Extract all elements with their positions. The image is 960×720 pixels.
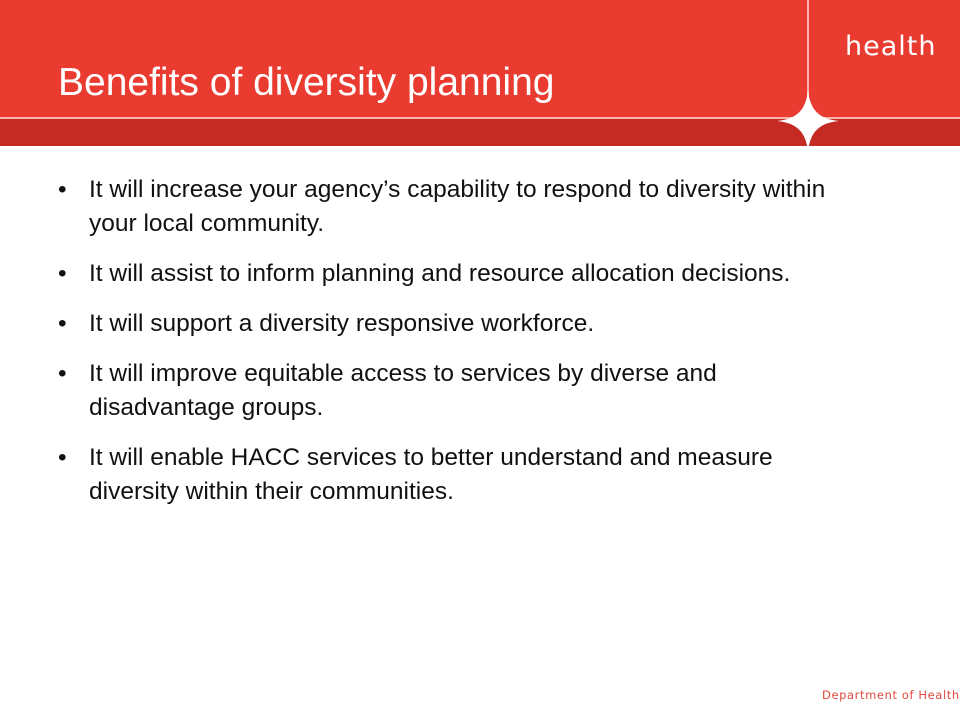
bullet-marker: • <box>58 310 67 337</box>
bullet-marker: • <box>58 176 67 203</box>
bullet-text: It will improve equitable access to services by diverse and disadvantage groups. <box>89 360 717 421</box>
bullet-text: It will enable HACC services to better understand and measure diversity within their communities. <box>89 444 773 505</box>
bullet-item <box>58 357 828 425</box>
bullet-marker: • <box>58 444 67 471</box>
brand-logo-text: health <box>845 31 937 62</box>
bullet-text: It will assist to inform planning and resource allocation decisions. <box>89 260 791 287</box>
bullet-item <box>58 257 828 291</box>
bullet-item <box>58 441 828 509</box>
bullet-text: It will support a diversity responsive workforce. <box>89 310 595 337</box>
bullet-list <box>58 173 828 525</box>
footer-department: Department of Health <box>822 688 960 702</box>
bullet-item <box>58 307 828 341</box>
bullet-marker: • <box>58 360 67 387</box>
sparkle-star-icon <box>777 90 839 152</box>
slide-title: Benefits of diversity planning <box>58 61 555 104</box>
bullet-marker: • <box>58 260 67 287</box>
bullet-item <box>58 173 828 241</box>
bullet-text: It will increase your agency’s capability to respond to diversity within your local community. <box>89 176 826 237</box>
